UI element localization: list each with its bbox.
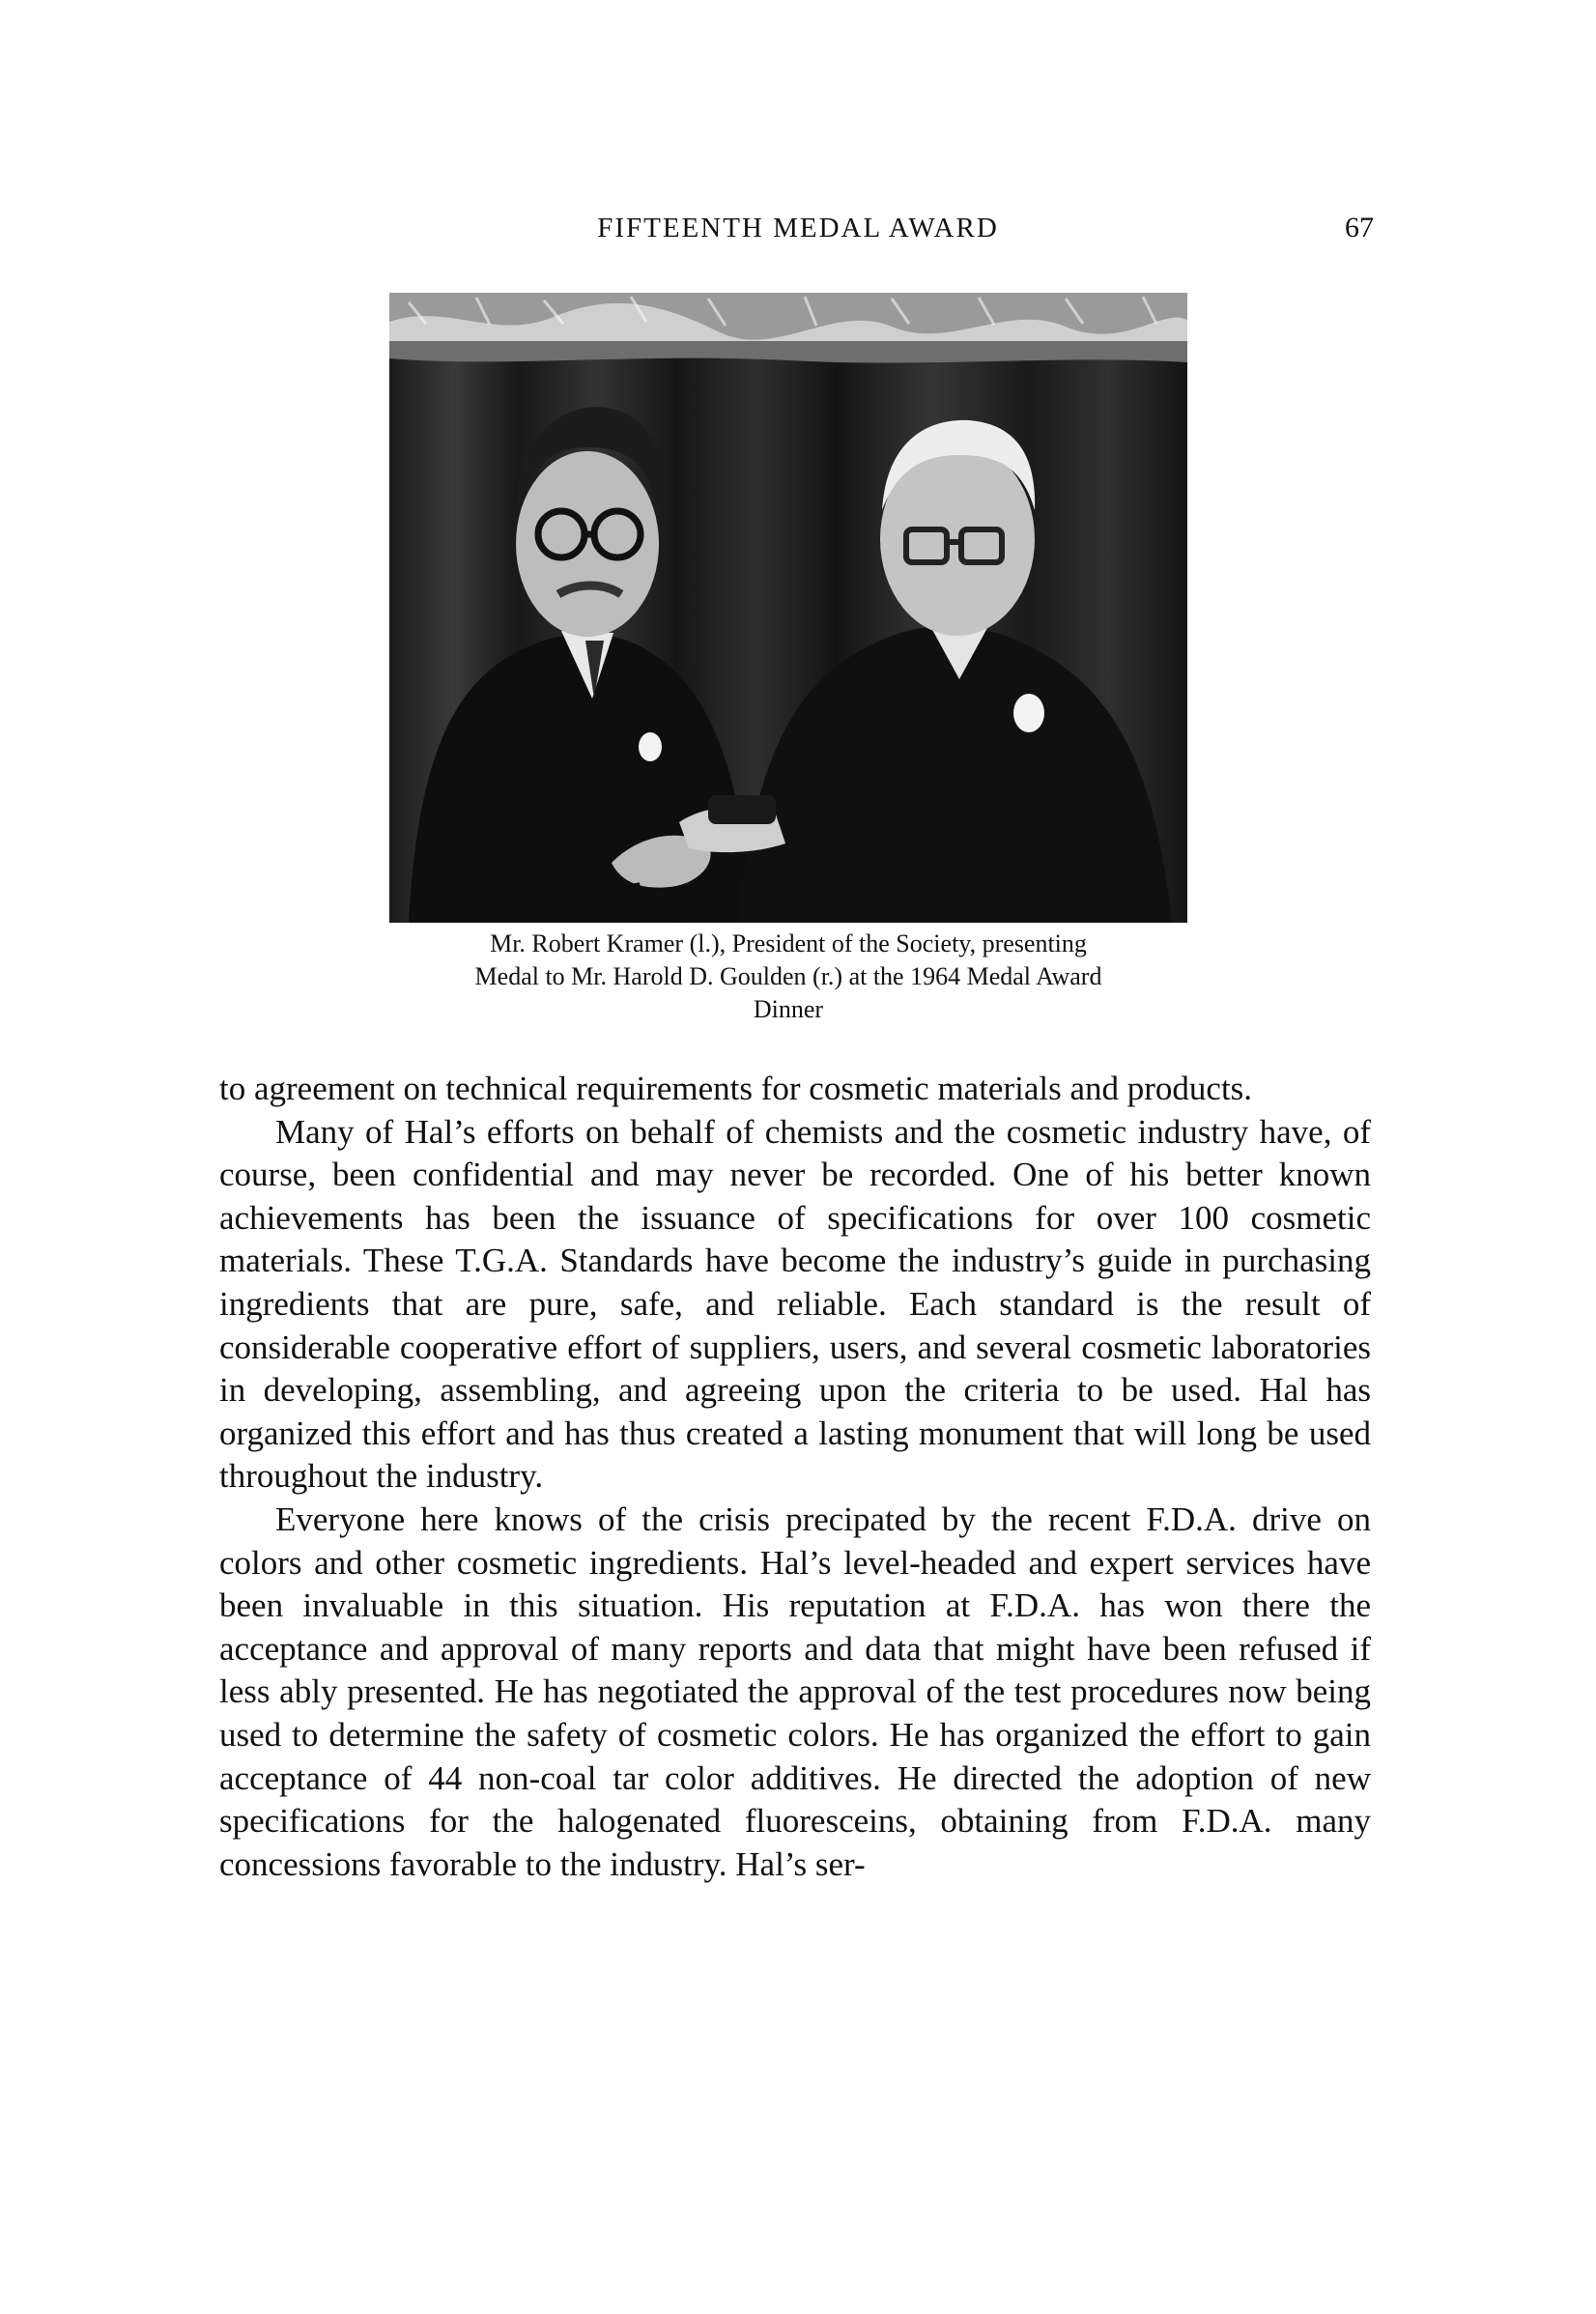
paragraph-hals-efforts: Many of Hal’s efforts on behalf of chemists and the cosmetic industry have, of course, been confidential and may never be recorded. One of his better known achievements has been the issuance of specifications for over 100 cosmetic materials. These T.G.A. Standards have become the industry’s guide in purchasing ingredients that are pure, safe, and reliable. Each standard is the result of considerable cooperative effort of suppliers, users, and several cosmetic laboratories in developing, assembling, and agreeing upon the criteria to be used. Hal has organized this effort and has thus created a lasting monument that will long be used throughout the industry.: [219, 1112, 1371, 1496]
page-header: [222, 209, 1374, 247]
caption-line: Medal to Mr. Harold D. Goulden (r.) at the 1964 Medal Award: [474, 962, 1102, 990]
boutonniere-right: [1013, 694, 1044, 732]
medal-case: [708, 795, 776, 824]
article-body: [219, 1068, 1371, 1886]
award-photograph: [389, 293, 1187, 923]
page-number: 67: [1345, 212, 1374, 243]
paragraph-fda-crisis: Everyone here knows of the crisis precipated by the recent F.D.A. drive on colors and other cosmetic ingredients. Hal’s level-headed and expert services have been invaluable in this situation. His reputation at F.D.A. has won there the acceptance and approval of many reports and data that might have been refused if less ably presented. He has negotiated the approval of the test procedures now being used to determine the safety of cosmetic colors. He has organized the effort to gain acceptance of 44 non-coal tar color additives. He directed the adoption of new specifications for the halogenated fluoresceins, obtaining from F.D.A. many concessions favorable to the industry. Hal’s ser-: [219, 1500, 1371, 1883]
photo-caption: [389, 928, 1187, 1026]
photo-illustration: [389, 293, 1187, 923]
boutonniere-left: [639, 732, 662, 761]
paragraph-continuation: to agreement on technical requirements for cosmetic materials and products.: [219, 1070, 1253, 1107]
ornate-ceiling-molding: [389, 293, 1187, 363]
running-head: FIFTEENTH MEDAL AWARD: [597, 213, 999, 243]
caption-line: Dinner: [753, 995, 824, 1023]
caption-line: Mr. Robert Kramer (l.), President of the Society, presenting: [490, 929, 1087, 957]
